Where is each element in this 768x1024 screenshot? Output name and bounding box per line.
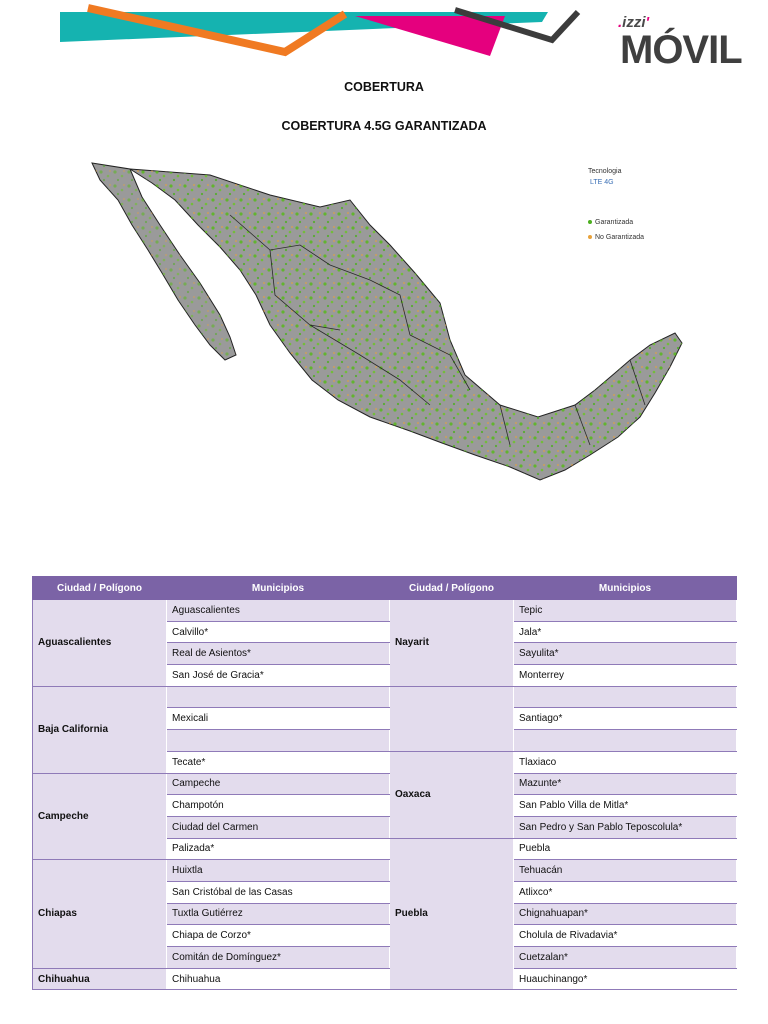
municipio-cell: Atlixco*	[514, 881, 737, 903]
municipio-cell: San Pablo Villa de Mitla*	[514, 795, 737, 817]
municipio-cell: Jala*	[514, 621, 737, 643]
municipio-cell: Mexicali	[167, 708, 390, 730]
page-subtitle: COBERTURA 4.5G GARANTIZADA	[281, 119, 487, 133]
page-title: COBERTURA	[344, 80, 424, 94]
municipio-cell	[167, 686, 390, 708]
table-header-row	[33, 577, 737, 600]
legend-dot-orange	[588, 235, 592, 239]
municipio-cell: Cuetzalan*	[514, 947, 737, 969]
municipio-cell: Campeche	[167, 773, 390, 795]
city-aguascalientes: Aguascalientes	[33, 600, 167, 687]
table-row	[33, 686, 737, 708]
table-row	[33, 600, 737, 622]
municipio-cell: Chignahuapan*	[514, 903, 737, 925]
header-municipios-right: Municipios	[514, 577, 737, 600]
municipio-cell: San Pedro y San Pablo Teposcolula*	[514, 816, 737, 838]
municipio-cell	[167, 730, 390, 752]
table-row	[33, 773, 737, 795]
legend-technology: LTE 4G	[590, 179, 614, 186]
municipio-cell	[514, 686, 737, 708]
table-row	[33, 968, 737, 990]
municipio-cell: Ciudad del Carmen	[167, 816, 390, 838]
municipio-cell	[514, 730, 737, 752]
header-ciudad-left: Ciudad / Polígono	[33, 577, 167, 600]
logo-movil-text: MÓVIL	[620, 28, 742, 72]
city-unnamed	[390, 686, 514, 751]
municipio-cell: Monterrey	[514, 665, 737, 687]
municipio-cell: Tecate*	[167, 751, 390, 773]
coverage-map	[70, 155, 725, 500]
municipio-cell: Aguascalientes	[167, 600, 390, 622]
municipio-cell: Tepic	[514, 600, 737, 622]
municipio-cell: Puebla	[514, 838, 737, 860]
municipio-cell: Huauchinango*	[514, 968, 737, 990]
legend-item-garantizada: Garantizada	[588, 219, 633, 226]
municipio-cell: Mazunte*	[514, 773, 737, 795]
table-row	[33, 860, 737, 882]
city-oaxaca: Oaxaca	[390, 751, 514, 838]
municipio-cell: Palizada*	[167, 838, 390, 860]
municipio-cell: San José de Gracia*	[167, 665, 390, 687]
city-nayarit: Nayarit	[390, 600, 514, 687]
municipio-cell: Cholula de Rivadavia*	[514, 925, 737, 947]
izzi-movil-logo	[612, 12, 752, 72]
logo-izzi-text: .izzi'	[618, 14, 650, 31]
municipio-cell: Sayulita*	[514, 643, 737, 665]
header-ciudad-right: Ciudad / Polígono	[390, 577, 514, 600]
municipio-cell: Tuxtla Gutiérrez	[167, 903, 390, 925]
coverage-table	[32, 576, 737, 990]
legend-item-no-garantizada: No Garantizada	[588, 234, 644, 241]
legend-title: Tecnologia	[588, 168, 622, 175]
municipio-cell: Tlaxiaco	[514, 751, 737, 773]
header-municipios-left: Municipios	[167, 577, 390, 600]
municipio-cell: Champotón	[167, 795, 390, 817]
city-chiapas: Chiapas	[33, 860, 167, 968]
municipio-cell: Huixtla	[167, 860, 390, 882]
city-chihuahua: Chihuahua	[33, 968, 167, 990]
municipio-cell: Chihuahua	[167, 968, 390, 990]
municipio-cell: Santiago*	[514, 708, 737, 730]
municipio-cell: Calvillo*	[167, 621, 390, 643]
city-puebla: Puebla	[390, 838, 514, 990]
municipio-cell: Real de Asientos*	[167, 643, 390, 665]
municipio-cell: Tehuacán	[514, 860, 737, 882]
municipio-cell: Comitán de Domínguez*	[167, 947, 390, 969]
municipio-cell: Chiapa de Corzo*	[167, 925, 390, 947]
city-campeche: Campeche	[33, 773, 167, 860]
municipio-cell: San Cristóbal de las Casas	[167, 881, 390, 903]
legend-dot-green	[588, 220, 592, 224]
city-baja-california: Baja California	[33, 686, 167, 773]
